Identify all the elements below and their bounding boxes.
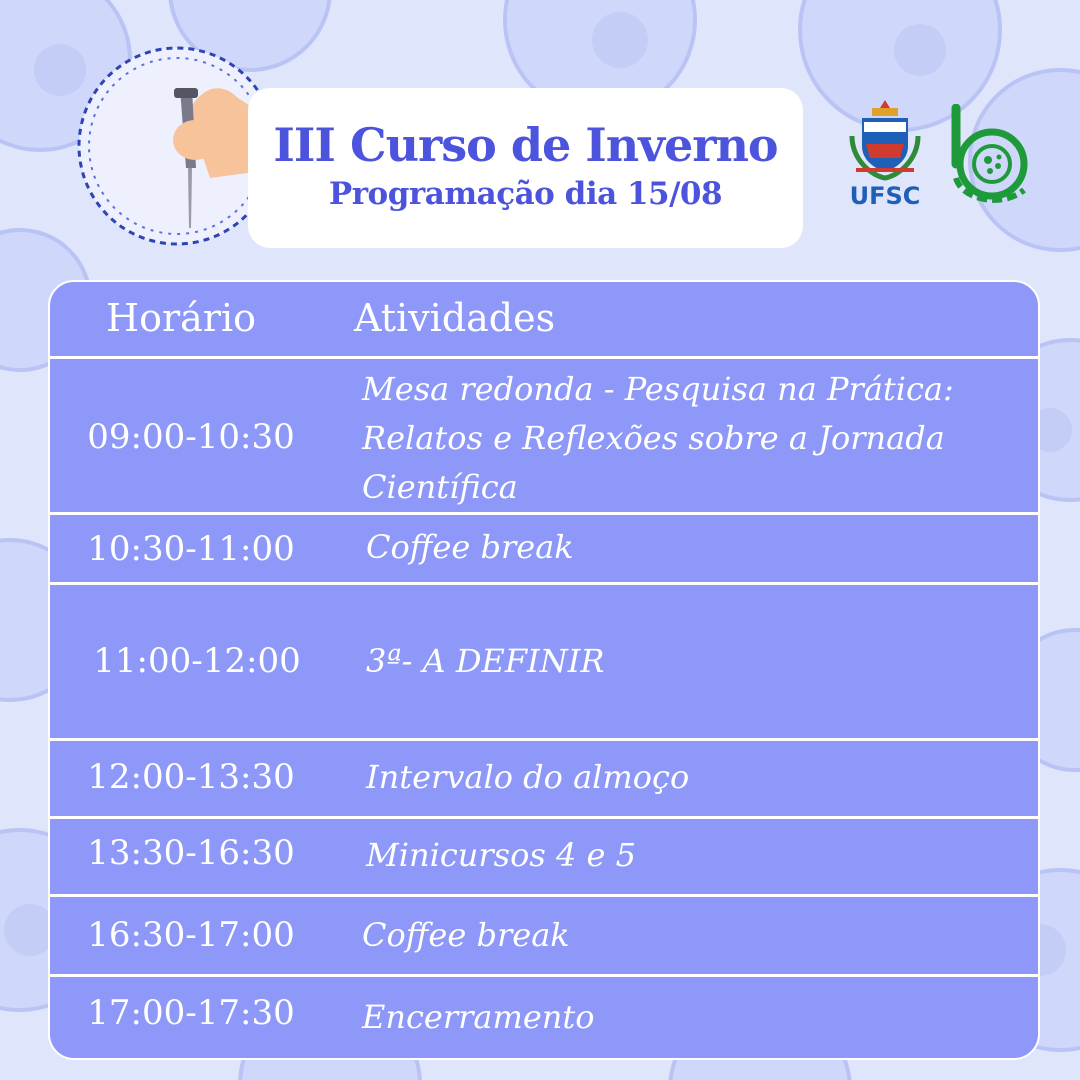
- table-row: [50, 512, 1038, 584]
- table-row: [50, 894, 1038, 976]
- page-subtitle: Programação dia 15/08: [328, 176, 723, 212]
- ufsc-text: UFSC: [849, 182, 921, 210]
- row-activity: Intervalo do almoço: [366, 758, 690, 796]
- row-time: 13:30-16:30: [87, 833, 295, 873]
- row-time: 11:00-12:00: [93, 641, 301, 681]
- ufsc-logo: [842, 96, 928, 216]
- b-logo-icon: [942, 104, 1034, 212]
- ufsc-crest-icon: [842, 96, 928, 182]
- row-time: 12:00-13:30: [87, 757, 295, 797]
- table-header: [50, 282, 1038, 358]
- row-activity: Encerramento: [362, 998, 595, 1036]
- row-time: 10:30-11:00: [87, 529, 295, 569]
- row-activity: [362, 365, 954, 512]
- row-activity: Coffee break: [362, 916, 570, 954]
- row-time: 09:00-10:30: [87, 417, 295, 457]
- activity-line: Relatos e Reflexões sobre a Jornada: [362, 419, 945, 457]
- row-activity: Minicursos 4 e 5: [366, 836, 636, 874]
- table-row: [50, 356, 1038, 514]
- table-row: [50, 582, 1038, 740]
- header-card: [248, 88, 803, 248]
- header-activity: Atividades: [354, 296, 556, 340]
- table-row: [50, 738, 1038, 818]
- table-row: [50, 974, 1038, 1060]
- page-title: III Curso de Inverno: [273, 118, 778, 172]
- schedule-table: [48, 280, 1040, 1060]
- activity-line: Científica: [362, 468, 518, 506]
- row-activity: Coffee break: [366, 528, 574, 566]
- activity-line: Mesa redonda - Pesquisa na Prática:: [362, 370, 954, 408]
- row-time: 17:00-17:30: [87, 993, 295, 1033]
- table-row: [50, 816, 1038, 896]
- row-time: 16:30-17:00: [87, 915, 295, 955]
- row-activity: 3ª- A DEFINIR: [366, 642, 605, 680]
- header-time: Horário: [106, 296, 257, 340]
